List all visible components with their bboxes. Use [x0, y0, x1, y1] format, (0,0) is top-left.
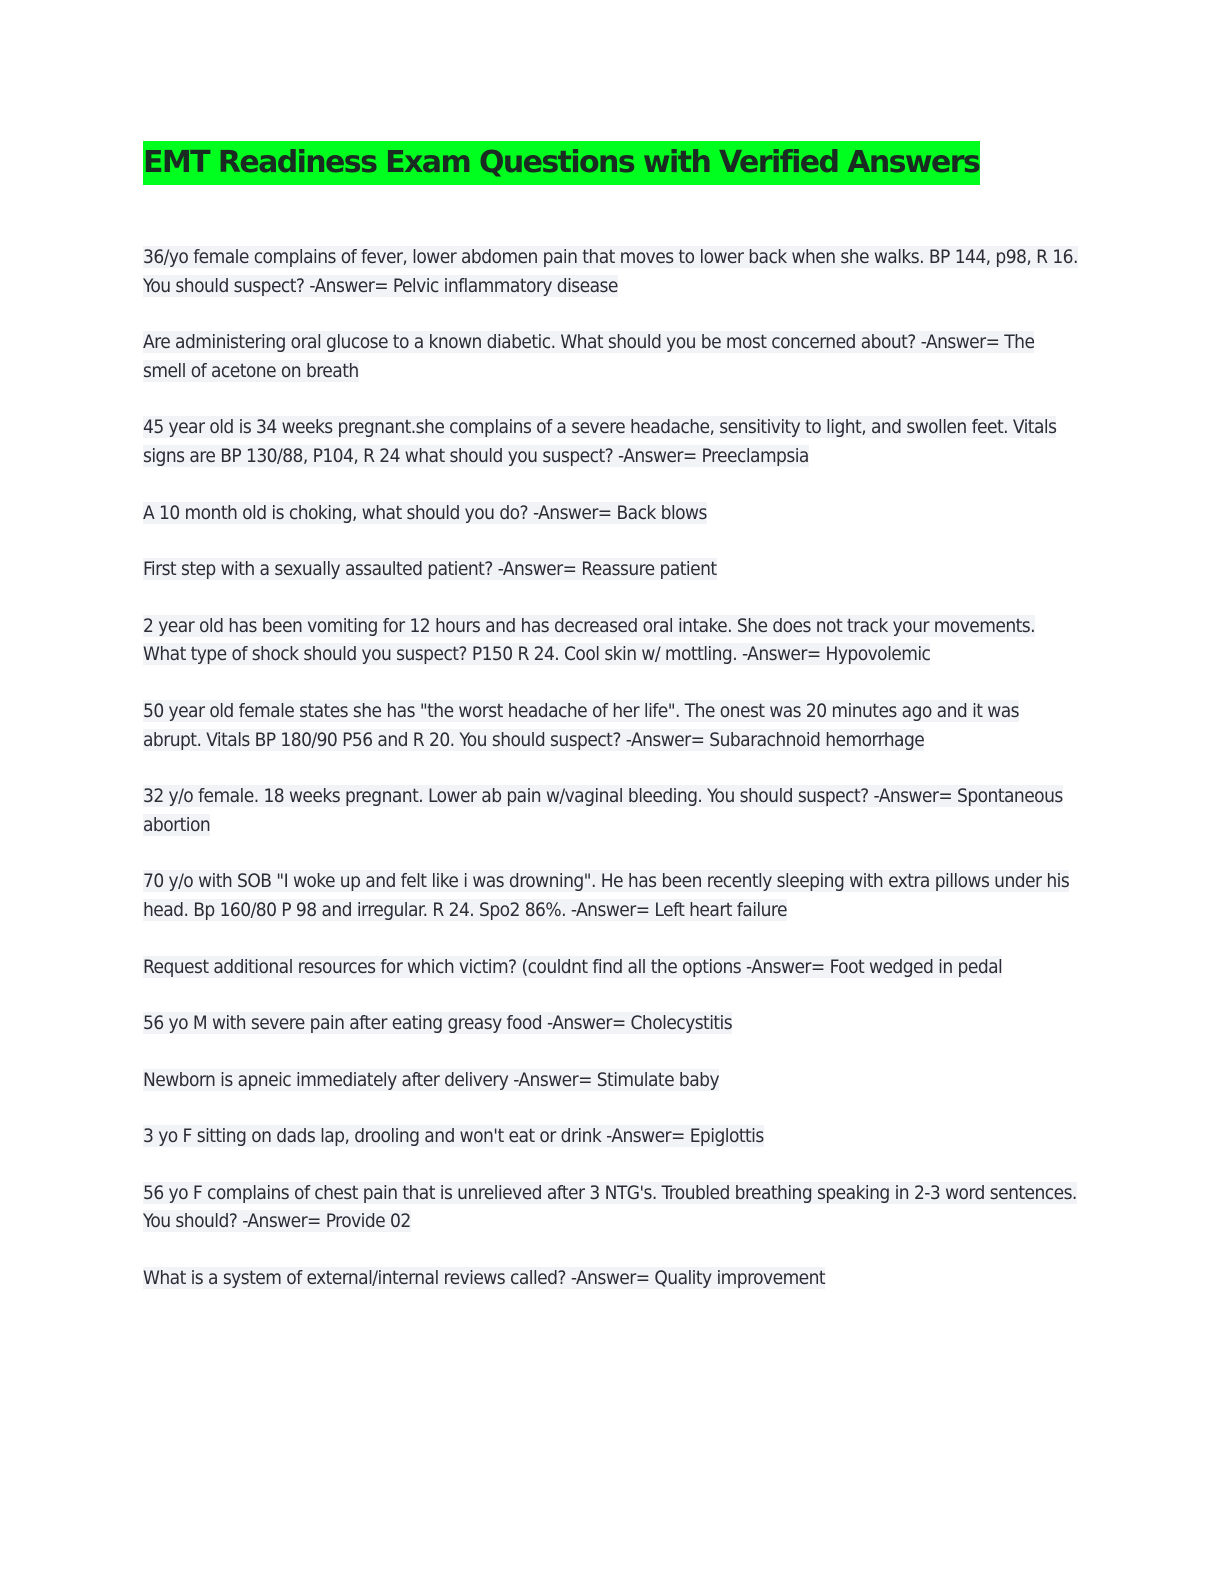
answer-label: -Answer= [741, 643, 821, 666]
answer-label: -Answer= [570, 1267, 650, 1290]
question-text: Are administering oral glucose to a known diabetic. What should you be most concerned about? [143, 331, 916, 354]
qa-item [143, 499, 1078, 528]
answer-text: Cholecystitis [630, 1012, 733, 1035]
answer-label: -Answer= [532, 501, 612, 524]
answer-label: -Answer= [242, 1210, 321, 1233]
qa-item [143, 782, 1078, 839]
question-text: 50 year old female states she has "the worst headache of her life". The onest was 20 minutes ago and it was abrupt. Vitals BP 180/90 P56 and R 20. You should suspect? [143, 699, 1020, 751]
answer-label: -Answer= [497, 558, 577, 581]
qa-item [143, 953, 1078, 982]
qa-item [143, 1009, 1078, 1038]
answer-text: Provide 02 [325, 1210, 411, 1233]
answer-text: Reassure patient [581, 558, 717, 581]
qa-item [143, 555, 1078, 584]
document-page [143, 141, 1078, 1321]
document-title: EMT Readiness Exam Questions with Verified Answers [143, 141, 980, 185]
qa-item [143, 413, 1078, 470]
qa-list [143, 243, 1078, 1293]
question-text: Request additional resources for which victim? (couldnt find all the options [143, 955, 742, 978]
qa-item [143, 867, 1078, 924]
question-text: 32 y/o female. 18 weeks pregnant. Lower ab pain w/vaginal bleeding. You should suspect? [143, 785, 869, 808]
answer-label: -Answer= [570, 898, 650, 921]
question-text: First step with a sexually assaulted patient? [143, 558, 493, 581]
answer-text: Subarachnoid hemorrhage [709, 728, 925, 751]
answer-label: -Answer= [309, 274, 388, 297]
answer-label: -Answer= [625, 728, 705, 751]
answer-text: The smell of acetone on breath [143, 331, 1035, 382]
answer-text: Foot wedged in pedal [829, 955, 1003, 978]
answer-text: Quality improvement [654, 1267, 826, 1290]
answer-text: Spontaneous abortion [143, 785, 1063, 836]
answer-label: -Answer= [618, 444, 697, 467]
answer-label: -Answer= [513, 1068, 592, 1091]
question-text: What is a system of external/internal reviews called? [143, 1267, 566, 1290]
qa-item [143, 1264, 1078, 1293]
answer-text: Pelvic inflammatory disease [392, 274, 618, 297]
question-text: 3 yo F sitting on dads lap, drooling and won't eat or drink [143, 1125, 602, 1148]
question-text: 56 yo M with severe pain after eating greasy food [143, 1012, 543, 1035]
question-text: 70 y/o with SOB "I woke up and felt like i was drowning". He has been recently sleeping with extra pillows under his head. Bp 160/80 P 98 and irregular. R 24. Spo2 86%. [143, 870, 1070, 921]
question-text: 56 yo F complains of chest pain that is unrelieved after 3 NTG's. Troubled breathing speaking in 2-3 word sentences. You should? [143, 1181, 1077, 1233]
qa-item [143, 1122, 1078, 1151]
answer-label: -Answer= [746, 955, 825, 978]
qa-item [143, 1179, 1078, 1236]
answer-text: Epiglottis [689, 1125, 764, 1148]
qa-item [143, 1066, 1078, 1095]
question-text: Newborn is apneic immediately after delivery [143, 1068, 509, 1091]
answer-text: Hypovolemic [825, 643, 931, 666]
answer-text: Stimulate baby [596, 1068, 720, 1091]
question-text: 36/yo female complains of fever, lower abdomen pain that moves to lower back when she walks. BP 144, p98, R 16. You should suspect? [143, 246, 1078, 297]
answer-label: -Answer= [547, 1012, 626, 1035]
qa-item [143, 612, 1078, 669]
qa-item [143, 697, 1078, 754]
qa-item [143, 243, 1078, 300]
answer-label: -Answer= [873, 785, 953, 808]
answer-text: Back blows [616, 501, 707, 524]
answer-label: -Answer= [920, 331, 1000, 354]
qa-item [143, 328, 1078, 385]
question-text: A 10 month old is choking, what should you do? [143, 501, 529, 524]
answer-text: Left heart failure [654, 898, 787, 921]
answer-label: -Answer= [606, 1125, 685, 1148]
question-text: 45 year old is 34 weeks pregnant.she complains of a severe headache, sensitivity to light, and swollen feet. Vitals signs are BP 130/88, P104, R 24 what should you suspect? [143, 416, 1057, 467]
answer-text: Preeclampsia [701, 444, 809, 467]
question-text: 2 year old has been vomiting for 12 hours and has decreased oral intake. She does not track your movements. What type of shock should you suspect? P150 R 24. Cool skin w/ mottling. [143, 614, 1035, 666]
